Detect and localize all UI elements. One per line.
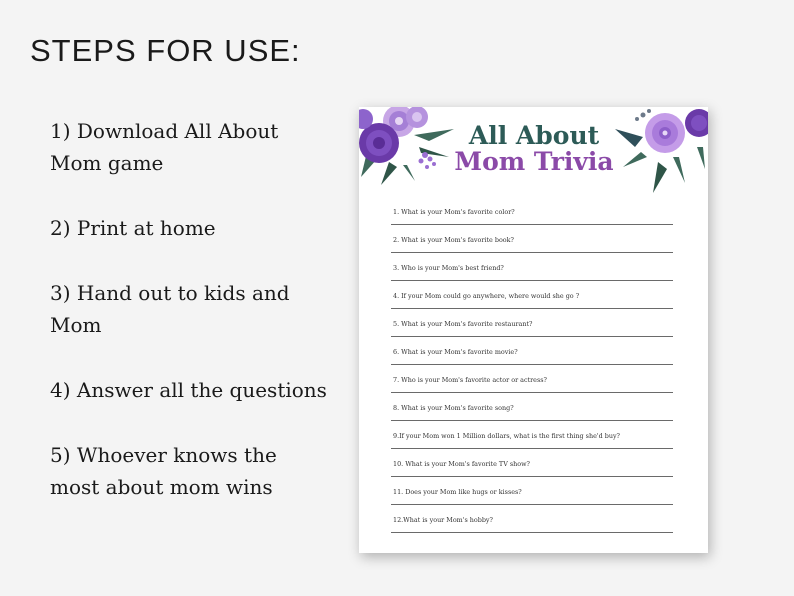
question-text: 9.If your Mom won 1 Million dollars, what is the first thing she'd buy? <box>393 432 620 440</box>
question-item <box>391 428 673 456</box>
question-text: 8. What is your Mom's favorite song? <box>393 404 514 412</box>
answer-line <box>391 504 673 505</box>
question-list <box>391 204 673 540</box>
question-text: 11. Does your Mom like hugs or kisses? <box>393 488 522 496</box>
question-text: 12.What is your Mom's hobby? <box>393 516 493 524</box>
trivia-worksheet <box>359 107 708 553</box>
answer-line <box>391 532 673 533</box>
question-item <box>391 512 673 540</box>
steps-list <box>50 115 330 536</box>
question-text: 3. Who is your Mom's best friend? <box>393 264 504 272</box>
answer-line <box>391 224 673 225</box>
worksheet-title-line2: Mom Trivia <box>454 147 614 176</box>
answer-line <box>391 280 673 281</box>
steps-title: STEPS FOR USE: <box>30 33 301 68</box>
worksheet-title <box>444 123 624 175</box>
worksheet-title-line1: All About <box>468 121 600 150</box>
question-item <box>391 484 673 512</box>
step-item: 3) Hand out to kids and Mom <box>50 281 290 337</box>
question-text: 6. What is your Mom's favorite movie? <box>393 348 518 356</box>
question-text: 7. Who is your Mom's favorite actor or actress? <box>393 376 547 384</box>
step-item: 5) Whoever knows the most about mom wins <box>50 443 277 499</box>
question-item <box>391 456 673 484</box>
question-text: 4. If your Mom could go anywhere, where would she go ? <box>393 292 580 300</box>
question-item <box>391 204 673 232</box>
answer-line <box>391 448 673 449</box>
answer-line <box>391 364 673 365</box>
question-item <box>391 400 673 428</box>
question-item <box>391 260 673 288</box>
question-text: 5. What is your Mom's favorite restaurant? <box>393 320 533 328</box>
answer-line <box>391 420 673 421</box>
answer-line <box>391 252 673 253</box>
question-item <box>391 372 673 400</box>
answer-line <box>391 476 673 477</box>
step-item: 1) Download All About Mom game <box>50 119 279 175</box>
question-text: 2. What is your Mom's favorite book? <box>393 236 514 244</box>
question-item <box>391 288 673 316</box>
answer-line <box>391 336 673 337</box>
question-text: 1. What is your Mom's favorite color? <box>393 208 515 216</box>
answer-line <box>391 392 673 393</box>
answer-line <box>391 308 673 309</box>
question-item <box>391 232 673 260</box>
flower-decoration-right-icon <box>613 107 708 197</box>
question-item <box>391 316 673 344</box>
step-item: 2) Print at home <box>50 216 216 240</box>
question-item <box>391 344 673 372</box>
question-text: 10. What is your Mom's favorite TV show? <box>393 460 530 468</box>
step-item: 4) Answer all the questions <box>50 378 327 402</box>
